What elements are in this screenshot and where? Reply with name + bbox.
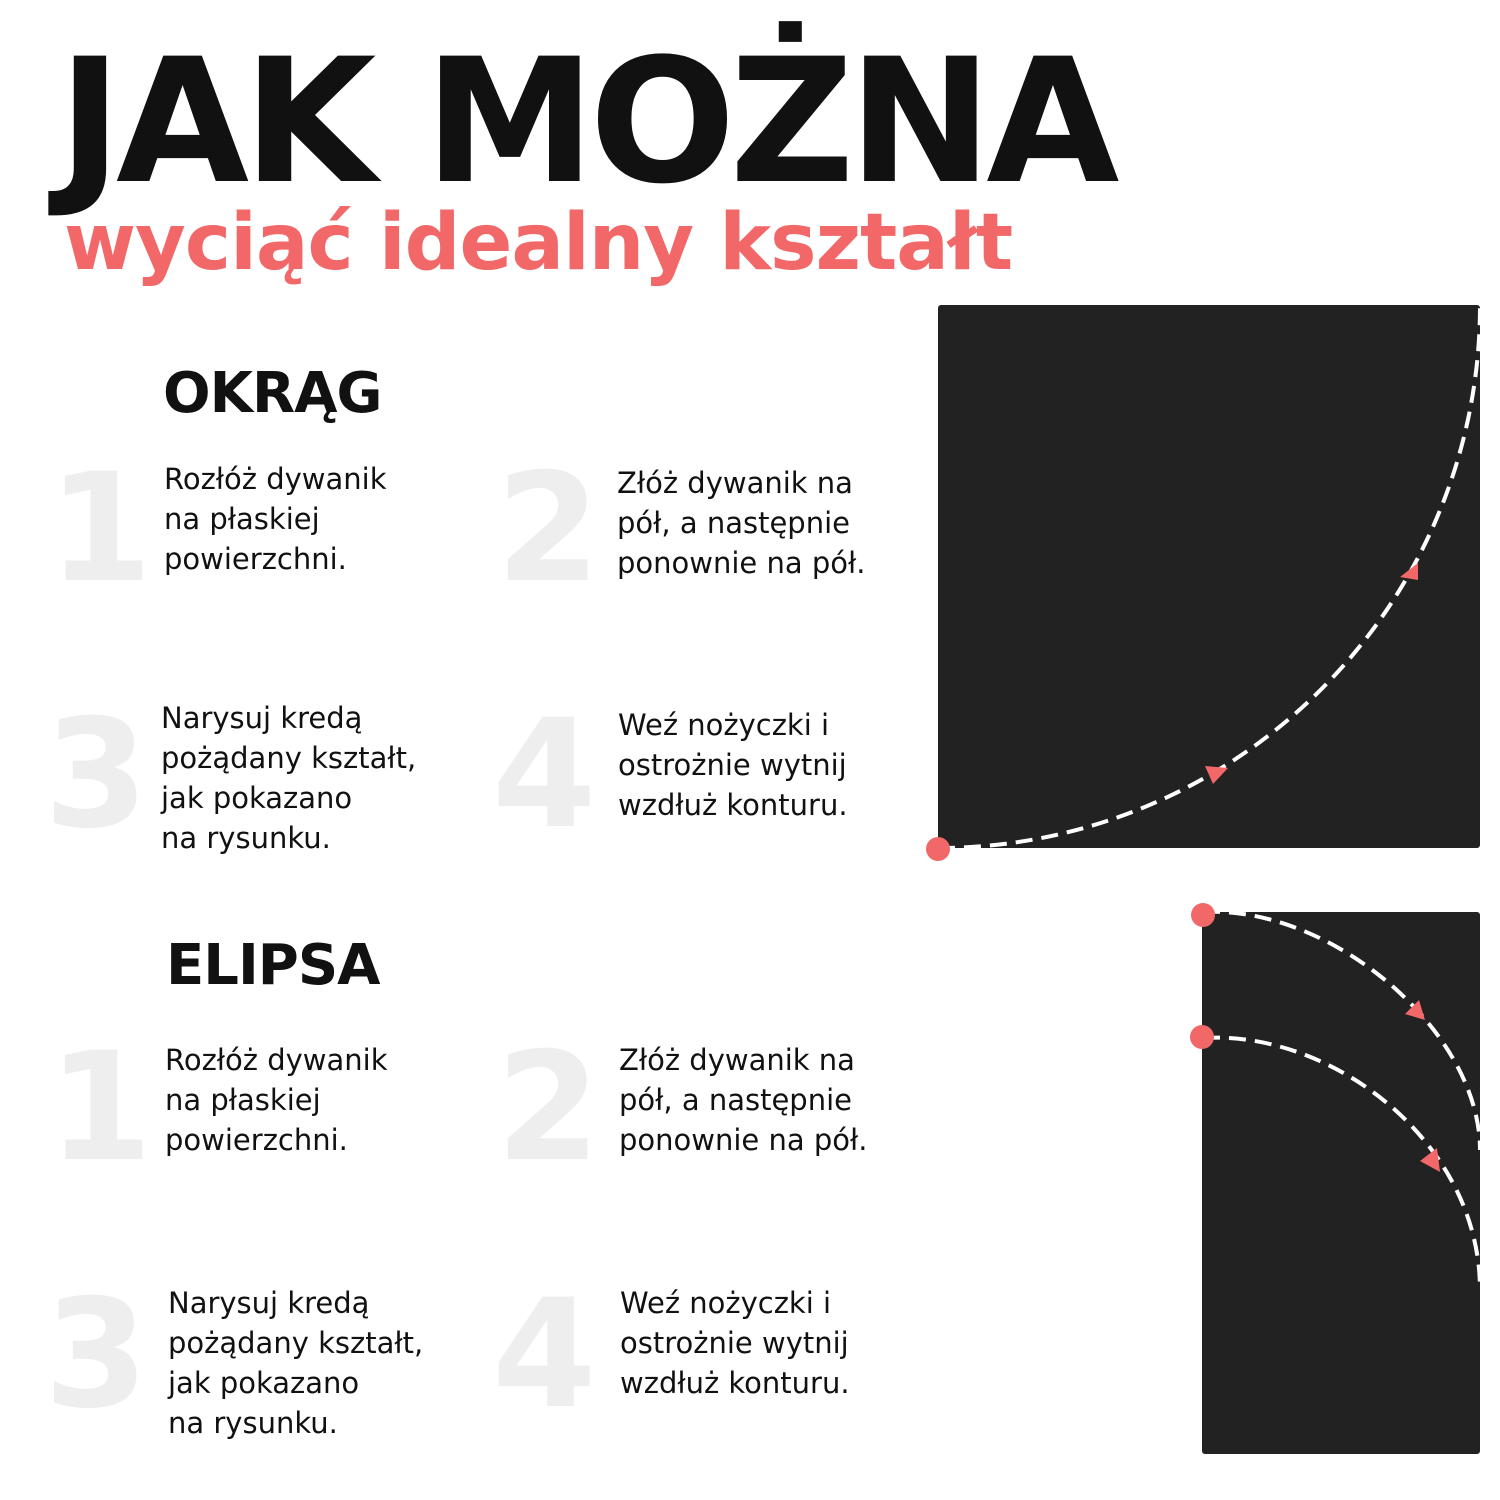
- step-number: 3: [44, 688, 149, 862]
- step-text: Weź nożyczki i ostrożnie wytnij wzdłuż konturu.: [620, 1286, 850, 1400]
- step-text: Rozłóż dywanik na płaskiej powierzchni.: [165, 1043, 388, 1157]
- page-title: JAK MOŻNA: [58, 21, 1114, 222]
- step-number: 3: [44, 1268, 149, 1442]
- section-title-ellipse: ELIPSA: [166, 933, 380, 998]
- page-subtitle: wyciąć idealny kształt: [64, 198, 1013, 288]
- step-number: 2: [496, 1021, 601, 1195]
- rug-rectangle: [1202, 912, 1480, 1454]
- step-text: Narysuj kredą pożądany kształt, jak pokazano na rysunku.: [161, 701, 417, 855]
- step-number: 2: [496, 442, 601, 616]
- step-number: 4: [492, 1268, 597, 1442]
- step-number: 4: [492, 688, 597, 862]
- step-number: 1: [48, 442, 153, 616]
- step-text: Narysuj kredą pożądany kształt, jak pokazano na rysunku.: [168, 1286, 424, 1440]
- step-text: Złóż dywanik na pół, a następnie ponownie na pół.: [617, 466, 866, 580]
- step-text: Weź nożyczki i ostrożnie wytnij wzdłuż konturu.: [618, 708, 848, 822]
- step-text: Rozłóż dywanik na płaskiej powierzchni.: [164, 462, 387, 576]
- step-number: 1: [48, 1021, 153, 1195]
- start-point-marker: [1190, 1025, 1214, 1049]
- section-title-circle: OKRĄG: [163, 361, 382, 426]
- start-point-marker: [1191, 903, 1215, 927]
- step-text: Złóż dywanik na pół, a następnie ponownie na pół.: [619, 1043, 868, 1157]
